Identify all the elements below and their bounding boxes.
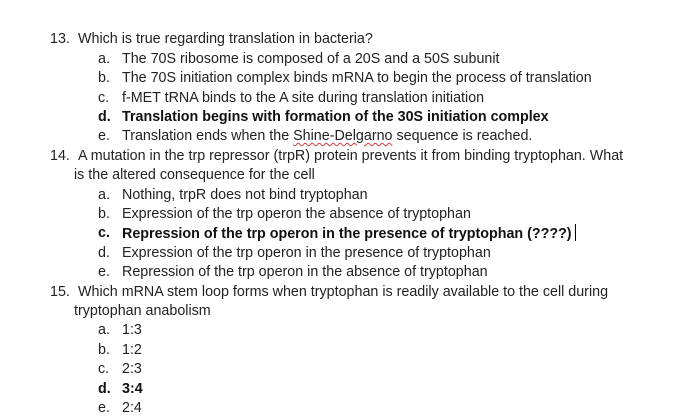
option-text-before: Translation ends when the (122, 128, 294, 144)
option-text: 1:3 (122, 322, 142, 338)
question-text: Which mRNA stem loop forms when tryptophan is readily available to the cell during (78, 284, 609, 300)
option-text: 3:4 (122, 381, 143, 397)
option-text: The 70S initiation complex binds mRNA to begin the process of translation (122, 70, 592, 86)
option-text (122, 224, 576, 244)
option-text (122, 127, 532, 146)
option-letter: c. (98, 361, 110, 377)
question-text: is the altered consequence for the cell (74, 167, 315, 183)
option-text: f-MET tRNA binds to the A site during translation initiation (122, 90, 485, 106)
option-text: Expression of the trp operon in the presence of tryptophan (122, 245, 491, 261)
question-number: 14. (50, 148, 70, 164)
option-letter: d. (98, 109, 111, 125)
option-letter: a. (98, 51, 110, 67)
option-letter: c. (98, 225, 110, 241)
question-text: Which is true regarding translation in bacteria? (78, 31, 373, 47)
option-letter: a. (98, 322, 110, 338)
question-number: 15. (50, 284, 70, 300)
option-letter: b. (98, 342, 110, 358)
text-cursor (575, 224, 577, 241)
option-text-content: Repression of the trp operon in the presence of tryptophan (????) (122, 226, 572, 242)
question-text: tryptophan anabolism (74, 303, 211, 319)
option-letter: e. (98, 400, 110, 416)
option-letter: b. (98, 70, 110, 86)
question-text: A mutation in the trp repressor (trpR) protein prevents it from binding tryptophan. What (78, 148, 624, 164)
option-text: Nothing, trpR does not bind tryptophan (122, 187, 368, 203)
option-letter: c. (98, 90, 110, 106)
option-text: Repression of the trp operon in the absence of tryptophan (122, 264, 488, 280)
spellcheck-flagged-word[interactable]: Shine-Delgarno (293, 128, 393, 144)
option-text: The 70S ribosome is composed of a 20S and a 50S subunit (122, 51, 500, 67)
option-letter: d. (98, 381, 111, 397)
option-letter: e. (98, 264, 110, 280)
option-text-after: sequence is reached. (392, 128, 533, 144)
option-text: 1:2 (122, 342, 142, 358)
option-text: 2:3 (122, 361, 142, 377)
option-letter: e. (98, 128, 110, 144)
option-text: 2:4 (122, 400, 142, 416)
option-letter: a. (98, 187, 110, 203)
option-text: Expression of the trp operon the absence of tryptophan (122, 206, 471, 222)
option-text: Translation begins with formation of the 30S initiation complex (122, 109, 549, 125)
question-number: 13. (50, 31, 70, 47)
option-letter: b. (98, 206, 110, 222)
option-letter: d. (98, 245, 110, 261)
